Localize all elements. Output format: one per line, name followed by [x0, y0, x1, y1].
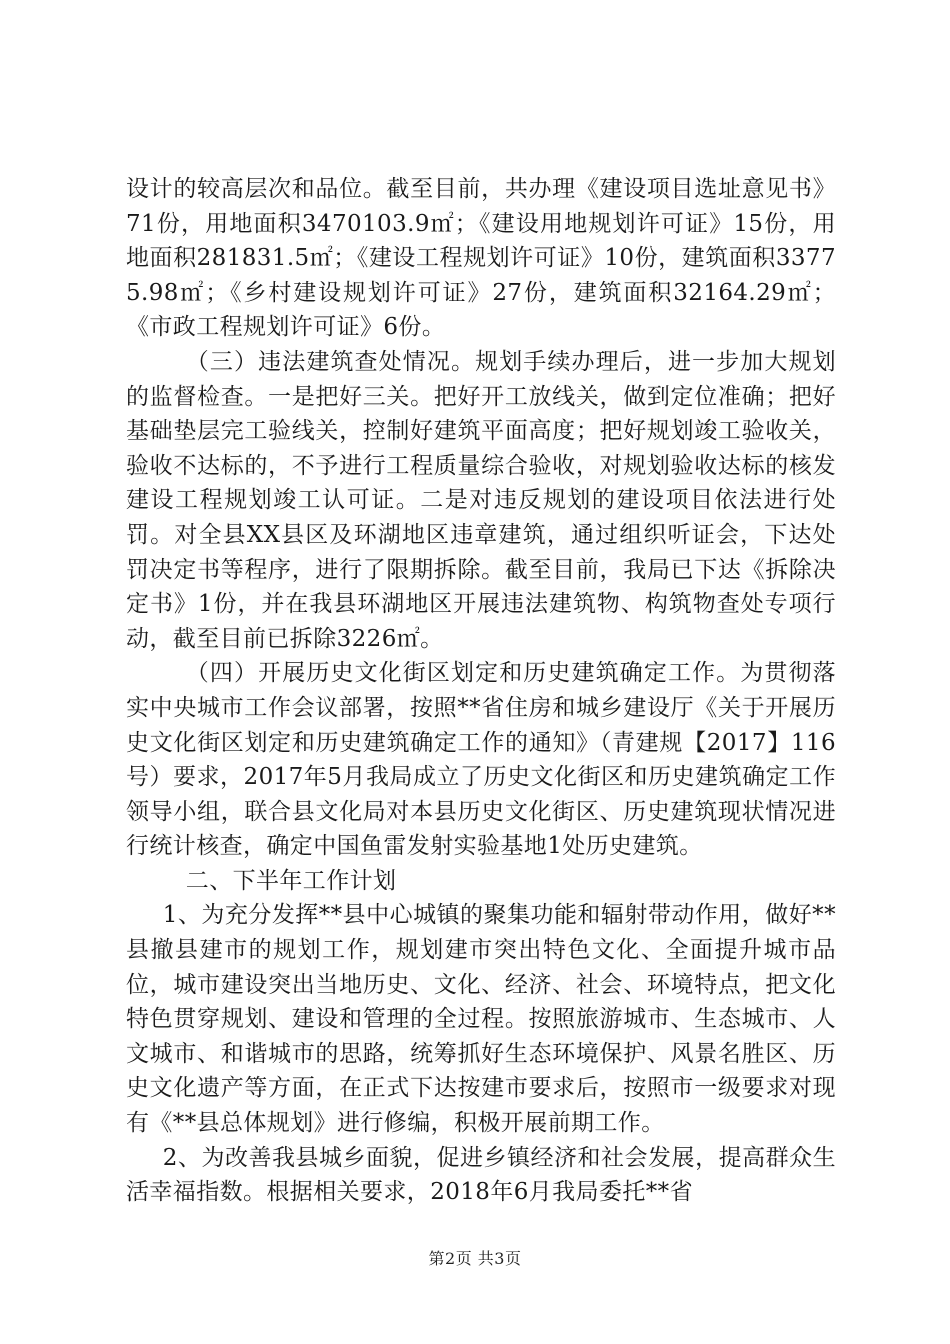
page-number-footer: 第2页 共3页	[428, 1249, 522, 1268]
paragraph-plan-item-1: 1、为充分发挥**县中心城镇的聚集功能和辐射带动作用，做好**县撤县建市的规划工作，规划建市突出特色文化、全面提升城市品位，城市建设突出当地历史、文化、经济、社会、环境特点，把文化特色贯穿规划、建设和管理的全过程。按照旅游城市、生态城市、人文城市、和谐城市的思路，统筹抓好生态环境保护、风景名胜区、历史文化遗产等方面，在正式下达按建市要求后，按照市一级要求对现有《**县总体规划》进行修编，积极开展前期工作。	[126, 902, 836, 1137]
paragraph-historic-district-section: （四）开展历史文化街区划定和历史建筑确定工作。为贯彻落实中央城市工作会议部署，按照**省住房和城乡建设厅《关于开展历史文化街区划定和历史建筑确定工作的通知》（青建规【2017】116号）要求，2017年5月我局成立了历史文化街区和历史建筑确定工作领导小组，联合县文化局对本县历史文化街区、历史建筑现状情况进行统计核查，确定中国鱼雷发射实验基地1处历史建筑。	[126, 660, 836, 860]
paragraph-illegal-building-section: （三）违法建筑查处情况。规划手续办理后，进一步加大规划的监督检查。一是把好三关。把好开工放线关，做到定位准确；把好基础垫层完工验线关，控制好建筑平面高度；把好规划竣工验收关，验收不达标的，不予进行工程质量综合验收，对规划验收达标的核发建设工程规划竣工认可证。二是对违反规划的建设项目依法进行处罚。对全县XX县区及环湖地区违章建筑，通过组织听证会，下达处罚决定书等程序，进行了限期拆除。截至目前，我局已下达《拆除决定书》1份，并在我县环湖地区开展违法建筑物、构筑物查处专项行动，截至目前已拆除3226㎡。	[126, 348, 836, 652]
section-heading-second-half-plan: 二、下半年工作计划	[185, 867, 397, 894]
document-body	[126, 172, 836, 1210]
paragraph-plan-item-2: 2、为改善我县城乡面貌，促进乡镇经济和社会发展，提高群众生活幸福指数。根据相关要求，2018年6月我局委托**省	[126, 1144, 836, 1206]
paragraph-continuation: 设计的较高层次和品位。截至目前，共办理《建设项目选址意见书》71份，用地面积3470103.9㎡；《建设用地规划许可证》15份，用地面积281831.5㎡；《建设工程规划许可证》10份，建筑面积33775.98㎡；《乡村建设规划许可证》27份，建筑面积32164.29㎡；《市政工程规划许可证》6份。	[126, 176, 836, 341]
